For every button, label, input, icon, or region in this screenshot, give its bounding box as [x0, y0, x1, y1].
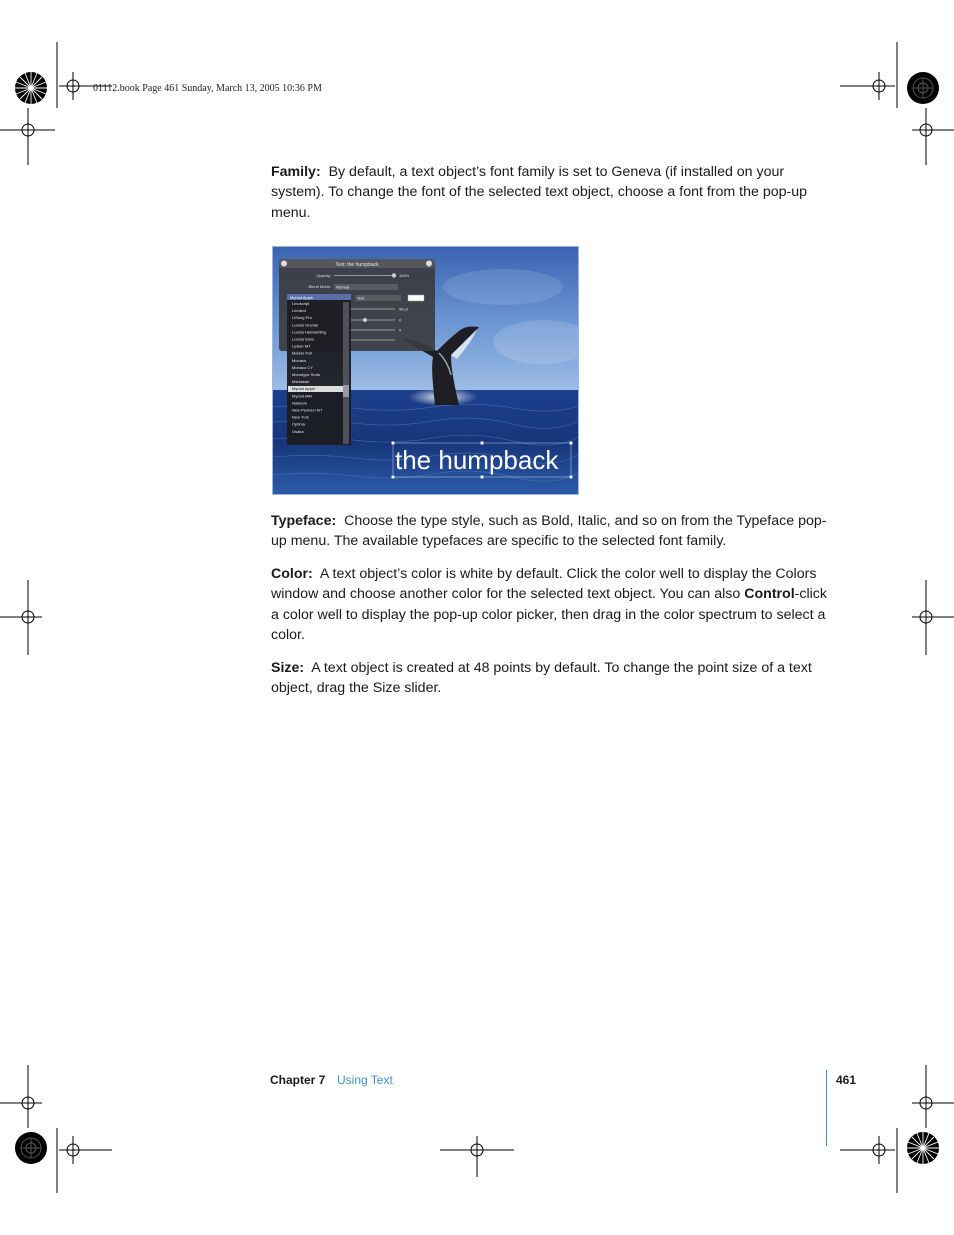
- font-list-item[interactable]: Linotext: [292, 308, 307, 314]
- font-list-item[interactable]: LiSong Pro: [292, 315, 312, 321]
- family-text: By default, a text object’s font family is set to Geneva (if installed on your system). To change the font of the selected text object, choose a font from the pop-up menu.: [271, 164, 808, 221]
- svg-text:0: 0: [399, 327, 402, 333]
- svg-text:Blend Mode:: Blend Mode:: [308, 284, 331, 289]
- svg-text:58 pt: 58 pt: [399, 306, 408, 312]
- font-list-item[interactable]: Lucida Handwriting: [292, 329, 327, 335]
- size-paragraph: [271, 658, 827, 699]
- font-list-item[interactable]: New York: [292, 414, 309, 420]
- svg-text:the humpback: the humpback: [395, 445, 559, 475]
- footer-divider: [826, 1070, 827, 1146]
- typeface-paragraph: [271, 511, 827, 552]
- registration-target-icon: [907, 72, 939, 104]
- size-text: A text object is created at 48 points by default. To change the point size of a text object, drag the Size slider.: [271, 660, 812, 697]
- font-list-item[interactable]: Lucida Grande: [292, 322, 319, 328]
- footer-chapter: Chapter 7: [270, 1073, 326, 1087]
- font-list-item[interactable]: Monaco CY: [292, 364, 313, 370]
- svg-text:Text: the humpback: Text: the humpback: [335, 262, 379, 268]
- print-header: 01112.book Page 461 Sunday, March 13, 2005 10:36 PM: [93, 83, 322, 94]
- size-term: Size:: [271, 660, 305, 676]
- color-term: Color:: [271, 566, 313, 582]
- svg-text:Text: Text: [357, 295, 365, 301]
- font-list-item[interactable]: Marker Felt: [292, 350, 313, 356]
- svg-text:100%: 100%: [399, 273, 410, 278]
- font-list-item[interactable]: Nadeem: [292, 400, 308, 406]
- font-list-item[interactable]: Mshtakan: [292, 379, 310, 385]
- font-list-item[interactable]: Optima: [292, 421, 305, 427]
- font-list-item[interactable]: New Peninim MT: [292, 407, 323, 413]
- svg-text:Myriad Apple: Myriad Apple: [290, 294, 314, 300]
- svg-text:Normal: Normal: [336, 284, 349, 290]
- close-icon: [281, 261, 287, 267]
- color-text-before: A text object’s color is white by default. Click the color well to display the Colors window and choose another color for the selected text object. You can also: [271, 566, 817, 603]
- font-list-item[interactable]: Monotype Sorts: [292, 372, 321, 377]
- control-key-word: Control: [744, 586, 795, 603]
- svg-text:0: 0: [399, 317, 402, 323]
- registration-starburst-icon: [907, 1132, 939, 1164]
- family-term: Family:: [271, 164, 321, 180]
- font-list-item[interactable]: Lucida Sans: [292, 336, 315, 342]
- svg-text:Opacity:: Opacity:: [316, 273, 331, 278]
- humpback-figure: [272, 246, 579, 495]
- registration-target-icon: [15, 1132, 47, 1164]
- selected-text-object: [392, 442, 573, 479]
- color-paragraph: [271, 564, 827, 646]
- registration-starburst-icon: [15, 72, 47, 104]
- font-list-item[interactable]: Myriad MM: [292, 393, 312, 399]
- typeface-text: Choose the type style, such as Bold, Italic, and so on from the Typeface pop-up menu. The available typefaces are specific to the selected font family.: [271, 513, 827, 550]
- color-text-after: -click a color well to display the pop-up color picker, then drag in the color spectrum to select a color.: [271, 586, 827, 644]
- font-family-popup: [287, 294, 351, 445]
- font-list-item[interactable]: Osaka: [292, 428, 304, 434]
- typeface-term: Typeface:: [271, 513, 337, 529]
- font-list-item[interactable]: Myriad Apple: [292, 386, 316, 392]
- footer-chapter-title-link[interactable]: Using Text: [337, 1073, 393, 1087]
- family-paragraph: [271, 162, 827, 223]
- page-number: 461: [836, 1073, 857, 1087]
- info-icon: [426, 261, 432, 267]
- font-list-item[interactable]: Linoscript: [292, 301, 310, 306]
- font-list-item[interactable]: Lydian MT: [292, 343, 311, 349]
- font-list-item[interactable]: Monaco: [292, 357, 307, 363]
- humpback-screenshot: [273, 247, 578, 494]
